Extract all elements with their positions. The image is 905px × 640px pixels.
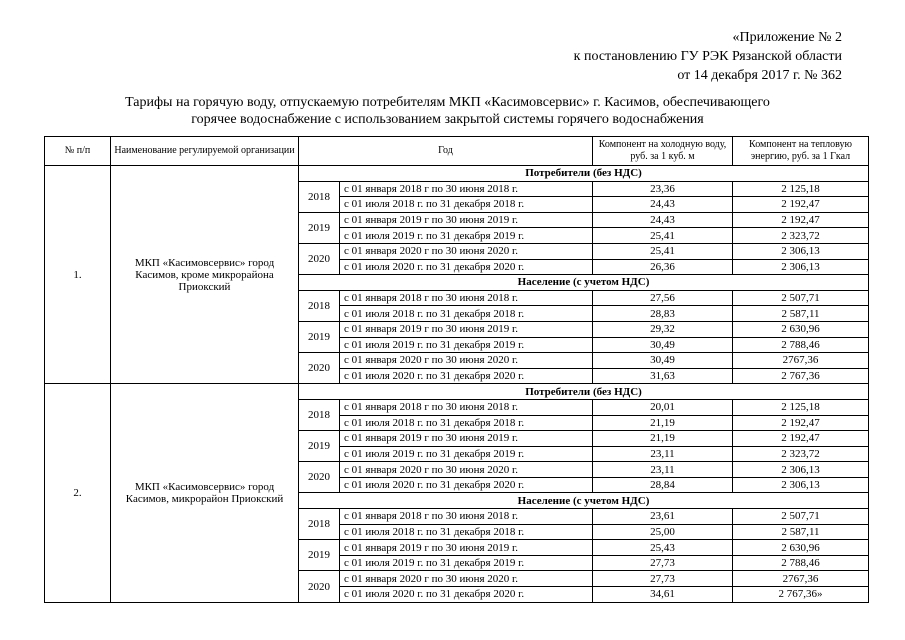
cold-water-value: 23,11 xyxy=(593,462,733,478)
year-cell: 2019 xyxy=(299,212,340,243)
heat-energy-value: 2 306,13 xyxy=(733,259,869,275)
heat-energy-value: 2767,36 xyxy=(733,571,869,587)
section-row xyxy=(45,384,869,400)
appendix-line-2: к постановлению ГУ РЭК Рязанской области xyxy=(573,49,842,64)
heat-energy-value: 2 587,11 xyxy=(733,524,869,540)
col-header-org: Наименование регулируемой организации xyxy=(111,137,299,166)
section-title: Потребители (без НДС) xyxy=(299,166,869,182)
cold-water-value: 34,61 xyxy=(593,587,733,603)
heat-energy-value: 2 323,72 xyxy=(733,446,869,462)
cold-water-value: 30,49 xyxy=(593,337,733,353)
tariff-table xyxy=(44,136,869,603)
heat-energy-value: 2 767,36» xyxy=(733,587,869,603)
cold-water-value: 24,43 xyxy=(593,197,733,213)
heat-energy-value: 2 306,13 xyxy=(733,477,869,493)
cold-water-value: 30,49 xyxy=(593,353,733,369)
cold-water-value: 25,43 xyxy=(593,540,733,556)
period-cell: с 01 января 2019 г по 30 июня 2019 г. xyxy=(340,321,593,337)
cold-water-value: 25,41 xyxy=(593,243,733,259)
col-header-cold: Компонент на холодную воду, руб. за 1 куб. м xyxy=(593,137,733,166)
cold-water-value: 28,84 xyxy=(593,477,733,493)
cold-water-value: 21,19 xyxy=(593,431,733,447)
org-name: МКП «Касимовсервис» город Касимов, микрорайон Приокский xyxy=(111,384,299,602)
heat-energy-value: 2767,36 xyxy=(733,353,869,369)
cold-water-value: 27,73 xyxy=(593,555,733,571)
period-cell: с 01 июля 2020 г. по 31 декабря 2020 г. xyxy=(340,477,593,493)
period-cell: с 01 июля 2020 г. по 31 декабря 2020 г. xyxy=(340,368,593,384)
period-cell: с 01 января 2020 г по 30 июня 2020 г. xyxy=(340,462,593,478)
heat-energy-value: 2 125,18 xyxy=(733,399,869,415)
cold-water-value: 23,11 xyxy=(593,446,733,462)
cold-water-value: 26,36 xyxy=(593,259,733,275)
period-cell: с 01 января 2020 г по 30 июня 2020 г. xyxy=(340,353,593,369)
document-title xyxy=(40,94,855,128)
period-cell: с 01 июля 2020 г. по 31 декабря 2020 г. xyxy=(340,587,593,603)
year-cell: 2019 xyxy=(299,431,340,462)
cold-water-value: 23,61 xyxy=(593,509,733,525)
cold-water-value: 27,56 xyxy=(593,290,733,306)
period-cell: с 01 июля 2020 г. по 31 декабря 2020 г. xyxy=(340,259,593,275)
period-cell: с 01 июля 2019 г. по 31 декабря 2019 г. xyxy=(340,337,593,353)
period-cell: с 01 января 2020 г по 30 июня 2020 г. xyxy=(340,243,593,259)
period-cell: с 01 января 2018 г по 30 июня 2018 г. xyxy=(340,290,593,306)
heat-energy-value: 2 630,96 xyxy=(733,321,869,337)
year-cell: 2018 xyxy=(299,509,340,540)
heat-energy-value: 2 587,11 xyxy=(733,306,869,322)
heat-energy-value: 2 323,72 xyxy=(733,228,869,244)
cold-water-value: 21,19 xyxy=(593,415,733,431)
col-header-num: № п/п xyxy=(45,137,111,166)
heat-energy-value: 2 192,47 xyxy=(733,212,869,228)
year-cell: 2018 xyxy=(299,290,340,321)
section-title: Население (с учетом НДС) xyxy=(299,275,869,291)
heat-energy-value: 2 767,36 xyxy=(733,368,869,384)
col-header-heat: Компонент на тепловую энергию, руб. за 1 Гкал xyxy=(733,137,869,166)
period-cell: с 01 января 2018 г по 30 июня 2018 г. xyxy=(340,181,593,197)
heat-energy-value: 2 507,71 xyxy=(733,509,869,525)
period-cell: с 01 июля 2018 г. по 31 декабря 2018 г. xyxy=(340,524,593,540)
title-line-2: горячее водоснабжение с использованием закрытой системы горячего водоснабжения xyxy=(191,112,704,127)
section-title: Население (с учетом НДС) xyxy=(299,493,869,509)
period-cell: с 01 июля 2018 г. по 31 декабря 2018 г. xyxy=(340,415,593,431)
heat-energy-value: 2 192,47 xyxy=(733,431,869,447)
heat-energy-value: 2 192,47 xyxy=(733,415,869,431)
table-header-row xyxy=(45,137,869,166)
cold-water-value: 25,41 xyxy=(593,228,733,244)
cold-water-value: 29,32 xyxy=(593,321,733,337)
period-cell: с 01 января 2018 г по 30 июня 2018 г. xyxy=(340,509,593,525)
year-cell: 2018 xyxy=(299,399,340,430)
year-cell: 2020 xyxy=(299,571,340,602)
period-cell: с 01 января 2018 г по 30 июня 2018 г. xyxy=(340,399,593,415)
heat-energy-value: 2 788,46 xyxy=(733,337,869,353)
heat-energy-value: 2 192,47 xyxy=(733,197,869,213)
section-title: Потребители (без НДС) xyxy=(299,384,869,400)
heat-energy-value: 2 507,71 xyxy=(733,290,869,306)
cold-water-value: 27,73 xyxy=(593,571,733,587)
col-header-year: Год xyxy=(299,137,593,166)
appendix-line-3: от 14 декабря 2017 г. № 362 xyxy=(677,68,842,83)
cold-water-value: 23,36 xyxy=(593,181,733,197)
period-cell: с 01 января 2019 г по 30 июня 2019 г. xyxy=(340,431,593,447)
title-line-1: Тарифы на горячую воду, отпускаемую потребителям МКП «Касимовсервис» г. Касимов, обеспечивающего xyxy=(125,95,770,110)
cold-water-value: 20,01 xyxy=(593,399,733,415)
period-cell: с 01 июля 2018 г. по 31 декабря 2018 г. xyxy=(340,306,593,322)
period-cell: с 01 января 2019 г по 30 июня 2019 г. xyxy=(340,540,593,556)
year-cell: 2020 xyxy=(299,462,340,493)
heat-energy-value: 2 306,13 xyxy=(733,462,869,478)
year-cell: 2019 xyxy=(299,540,340,571)
org-number: 2. xyxy=(45,384,111,602)
period-cell: с 01 января 2020 г по 30 июня 2020 г. xyxy=(340,571,593,587)
year-cell: 2020 xyxy=(299,243,340,274)
heat-energy-value: 2 125,18 xyxy=(733,181,869,197)
section-row xyxy=(45,166,869,182)
cold-water-value: 25,00 xyxy=(593,524,733,540)
year-cell: 2019 xyxy=(299,321,340,352)
org-name: МКП «Касимовсервис» город Касимов, кроме микрорайона Приокский xyxy=(111,166,299,384)
year-cell: 2018 xyxy=(299,181,340,212)
period-cell: с 01 июля 2019 г. по 31 декабря 2019 г. xyxy=(340,446,593,462)
cold-water-value: 31,63 xyxy=(593,368,733,384)
heat-energy-value: 2 630,96 xyxy=(733,540,869,556)
appendix-header xyxy=(574,28,842,85)
period-cell: с 01 июля 2018 г. по 31 декабря 2018 г. xyxy=(340,197,593,213)
year-cell: 2020 xyxy=(299,353,340,384)
period-cell: с 01 июля 2019 г. по 31 декабря 2019 г. xyxy=(340,555,593,571)
appendix-line-1: «Приложение № 2 xyxy=(732,30,842,45)
period-cell: с 01 июля 2019 г. по 31 декабря 2019 г. xyxy=(340,228,593,244)
cold-water-value: 28,83 xyxy=(593,306,733,322)
period-cell: с 01 января 2019 г по 30 июня 2019 г. xyxy=(340,212,593,228)
heat-energy-value: 2 788,46 xyxy=(733,555,869,571)
cold-water-value: 24,43 xyxy=(593,212,733,228)
org-number: 1. xyxy=(45,166,111,384)
heat-energy-value: 2 306,13 xyxy=(733,243,869,259)
